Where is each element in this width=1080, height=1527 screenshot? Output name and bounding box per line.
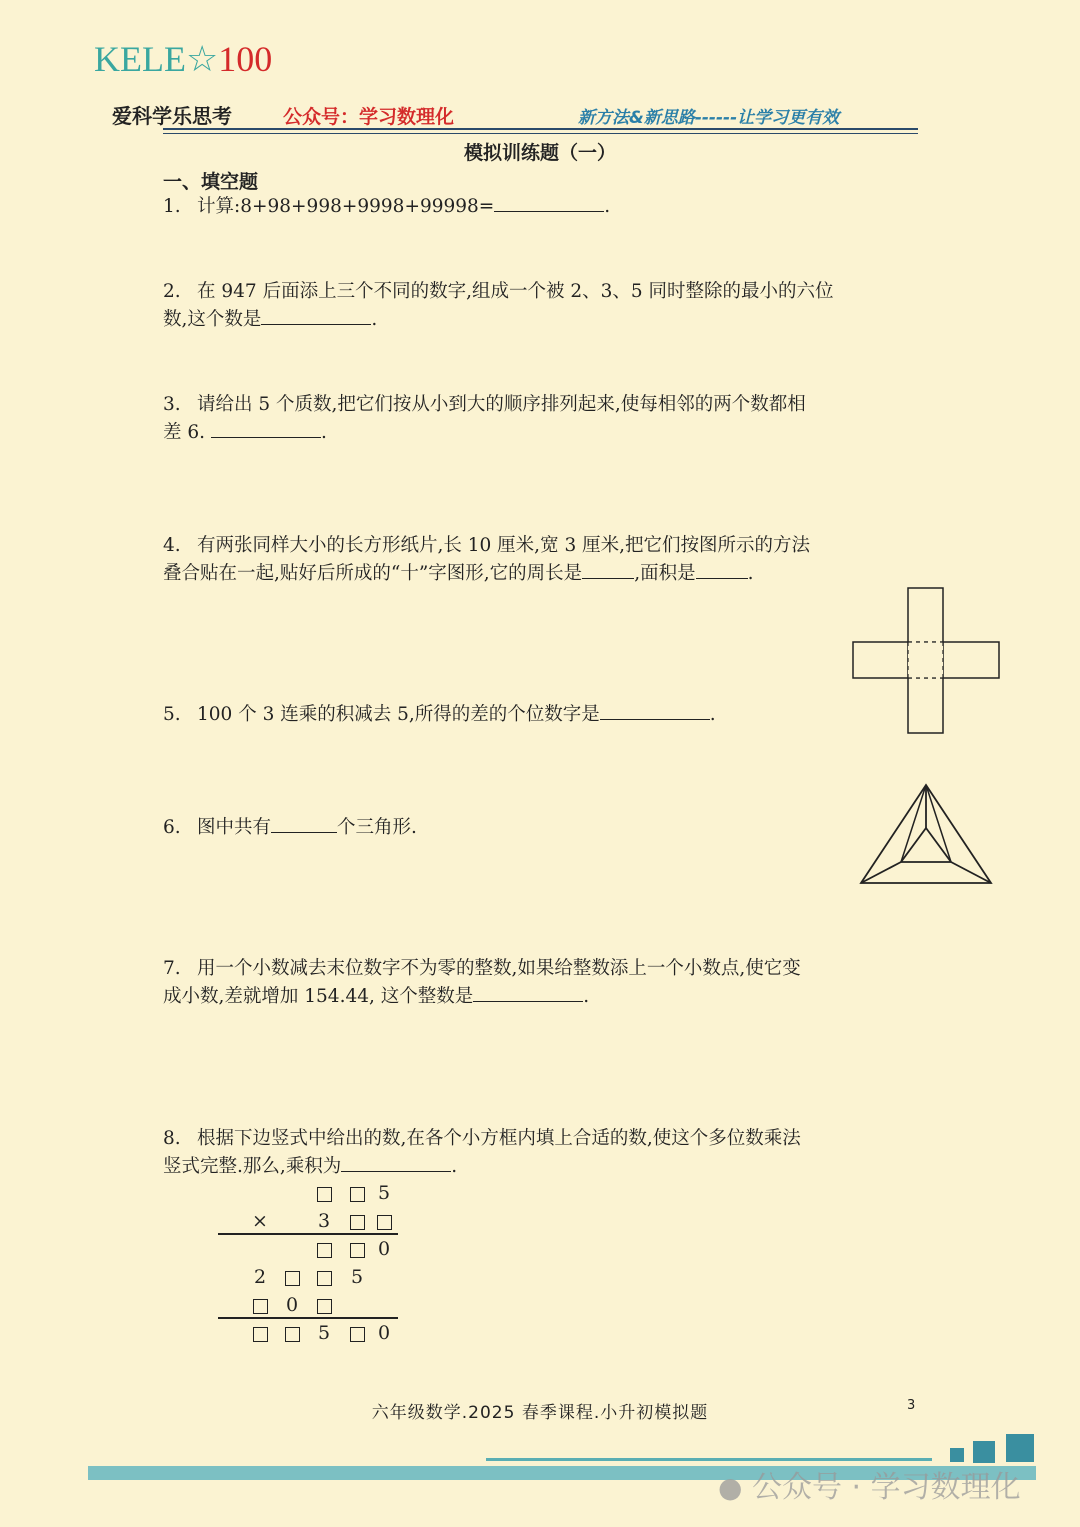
answer-blank [271, 814, 337, 833]
footer-square-small [950, 1448, 964, 1462]
digit: 5 [350, 1266, 364, 1288]
inner-triangle [901, 828, 951, 862]
digit-box [347, 1182, 367, 1204]
empty-box [350, 1243, 365, 1258]
digit: 5 [377, 1182, 391, 1204]
digit-box [282, 1266, 302, 1288]
footer-square-large [1006, 1434, 1034, 1462]
triangle-figure [856, 780, 996, 890]
question-3: 3. 请给出 5 个质数,把它们按从小到大的顺序排列起来,使每相邻的两个数都相 差 6. . [163, 394, 806, 443]
footer-square-medium [973, 1441, 995, 1463]
digit: 0 [377, 1238, 391, 1260]
star-icon: ☆ [185, 39, 219, 79]
header-divider [163, 128, 918, 130]
empty-box [285, 1271, 300, 1286]
question-6: 6. 图中共有 个三角形. [163, 814, 923, 842]
question-5: 5. 100 个 3 连乘的积减去 5,所得的差的个位数字是 . [163, 701, 923, 729]
footer-bar-thin [486, 1458, 932, 1461]
empty-box [317, 1271, 332, 1286]
watermark: ● 公众号 · 学习数理化 [718, 1470, 1021, 1505]
question-1: 1. 计算:8+98+998+9998+99998= . [163, 193, 923, 221]
answer-blank [494, 193, 604, 212]
digit: 5 [317, 1322, 331, 1344]
digit-box [282, 1322, 302, 1344]
digit: 2 [253, 1266, 267, 1288]
header-account: 公众号：学习数理化 [283, 106, 455, 128]
header-divider-thin [163, 133, 918, 134]
times-sign: × [252, 1210, 268, 1232]
empty-box [253, 1327, 268, 1342]
digit: 0 [377, 1322, 391, 1344]
digit-box [347, 1238, 367, 1260]
answer-blank [600, 701, 710, 720]
sum-line [218, 1317, 398, 1319]
question-8: 8. 根据下边竖式中给出的数,在各个小方框内填上合适的数,使这个多位数乘法 竖式完整.那么,乘积为 . [163, 1128, 801, 1177]
digit-box [374, 1210, 394, 1232]
page-title: 模拟训练题（一） [463, 142, 616, 164]
answer-blank [211, 419, 321, 438]
empty-box [377, 1215, 392, 1230]
answer-blank [261, 306, 371, 325]
answer-blank [341, 1153, 451, 1172]
digit-box [250, 1322, 270, 1344]
logo: KELE☆100 [94, 39, 273, 79]
header-slogan: 爱科学乐思考 [112, 104, 232, 128]
empty-box [317, 1187, 332, 1202]
empty-box [253, 1299, 268, 1314]
page-number: 3 [907, 1398, 916, 1413]
answer-blank [582, 560, 634, 579]
empty-box [350, 1187, 365, 1202]
digit-box [314, 1238, 334, 1260]
digit-box [347, 1322, 367, 1344]
vertical-multiplication [218, 1182, 398, 1352]
empty-box [285, 1327, 300, 1342]
empty-box [350, 1327, 365, 1342]
digit-box [314, 1182, 334, 1204]
digit: 0 [285, 1294, 299, 1316]
answer-blank [473, 983, 583, 1002]
empty-box [317, 1243, 332, 1258]
question-2: 2. 在 947 后面添上三个不同的数字,组成一个被 2、3、5 同时整除的最小的六位 数,这个数是 . [163, 281, 834, 330]
digit: 3 [317, 1210, 331, 1232]
empty-box [350, 1215, 365, 1230]
question-4: 4. 有两张同样大小的长方形纸片,长 10 厘米,宽 3 厘米,把它们按图所示的方法 叠合贴在一起,贴好后所成的“十”字图形,它的周长是 ,面积是 . [163, 535, 810, 584]
page-footer: 六年级数学.2025 春季课程.小升初模拟题 [371, 1403, 709, 1423]
digit-box [250, 1294, 270, 1316]
product-line [218, 1233, 398, 1235]
digit-box [314, 1266, 334, 1288]
answer-blank [696, 560, 748, 579]
wechat-icon: ● [718, 1471, 743, 1504]
digit-box [347, 1210, 367, 1232]
question-7: 7. 用一个小数减去末位数字不为零的整数,如果给整数添上一个小数点,使它变 成小数,差就增加 154.44, 这个整数是 . [163, 958, 801, 1007]
empty-box [317, 1299, 332, 1314]
digit-box [314, 1294, 334, 1316]
header-tagline: 新方法&新思路------让学习更有效 [578, 108, 840, 128]
section-heading: 一、填空题 [163, 171, 259, 193]
